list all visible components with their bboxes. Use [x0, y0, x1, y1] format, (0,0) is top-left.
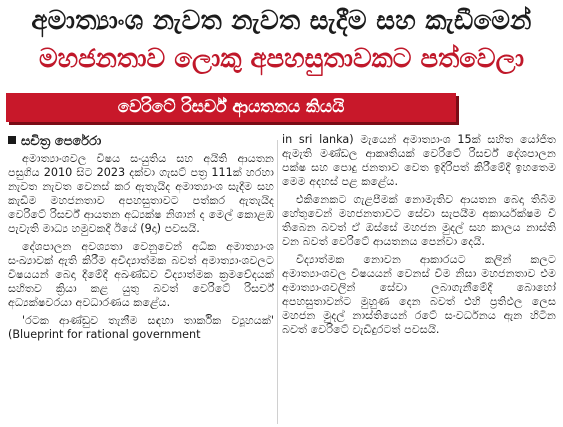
headline-line-1: අමාත්‍යාංශ නැවත නැවත සැදීම සහ කැඩීමෙන් — [31, 6, 532, 36]
article-paragraph: අමාත්‍යාංශවල විෂය සංයුතිය සහ අයිති ආයතන පසුගිය 2010 සිට 2023 දක්වා ගැසට් පත්‍ර 111ක් හරහා නැවත නැවත වෙනස් කර ඇතැයිද අමාත්‍යාංශ සැදීම සහ කැඩීම මහජනතාව අපහසුතාවට පත්කර ඇතැයිද වෙරිටේ රිසර්ච් ආයතන අධ්‍යක්ෂ නිශාන් ද මෙල් කොළඹ පැවැති මාධ්‍ය හමුවකදී ඊයේ (9දා) පවසයි. — [8, 152, 274, 235]
article-paragraph: එකිනෙකට ගැළපීමක් නොමැතිව ආයතන බෙදා තිබීම හේතුවෙන් මහජනතාවට සේවා සැපයීම අකාර්යක්ෂම වී තිබෙන බවත් ඒ ඔස්සේ මහජන මුදල් සහ කාලය නාස්ති වන බවත් වෙරිටේ ආයතනය පෙන්වා දෙයි. — [282, 193, 556, 248]
article-paragraph: 'රටක ආණ්ඩුව තැනීම සඳහා තාර්කික ව්‍යූහයක්' (Blueprint for rational government — [8, 314, 274, 341]
headline-line-2: මහජනතාව ලොකු අපහසුතාවකට පත්වෙලා — [38, 44, 525, 74]
byline — [8, 133, 101, 151]
column-divider — [277, 140, 278, 424]
square-bullet-icon — [8, 136, 16, 144]
subheading-banner — [6, 93, 456, 122]
subheading-text: වෙරිටේ රිසර්ච් ආයතනය කියයි — [117, 97, 345, 117]
article-paragraph: දේශපාලන අවශ්‍යතා වෙනුවෙන් අධික අමාත්‍යාංශ සංඛ්‍යාවක් ඇති කිරීම අවිද්‍යාත්මක බවත් අමාත්‍යාංශවලට විෂයයන් බෙදා දීමේදී අඛණ්ඩව විද්‍යාත්මක ක්‍රමවේදයක් සහිතව ක්‍රියා කළ යුතු බවත් වෙරිටේ රිසර්ච් අධ්‍යක්ෂවරයා අවධාරණය කළේය. — [8, 240, 274, 309]
author-name: සචිත්‍ර පෙරේරා — [21, 134, 102, 149]
article-column-left — [8, 152, 274, 424]
article-column-right — [282, 133, 556, 425]
article-paragraph: in sri lanka) මැයෙන් අමාත්‍යාංශ 15ක් සහිත යෝජිත ඇමැති මණ්ඩල ආකෘතියක් වෙරිටේ රිසර්ච් දේශපාලන පක්ෂ සහ පොදු ජනතාව වෙත ඉදිරිපත් කිරීමේදී ඉහතෙම මෙම අදහස් පළ කළේය. — [282, 133, 556, 188]
article-paragraph: විද්‍යාත්මක නොවන ආකාරයට කලින් කලට අමාත්‍යාංශවල විෂයයන් වෙනස් වීම නිසා මහජනතාව එම අමාත්‍යාංශවලින් සේවා ලබාගැනීමේදී බොහෝ අපහසුතාවන්ට මුහුණ දෙන බවත් එහි ප්‍රතිඵල ලෙස මහජන මුදල් නාස්තියෙන් රටේ සංවර්ධනය ඇන හිටින බවත් වෙරිටේ වැඩිදුරටත් පවසයි. — [282, 253, 556, 336]
